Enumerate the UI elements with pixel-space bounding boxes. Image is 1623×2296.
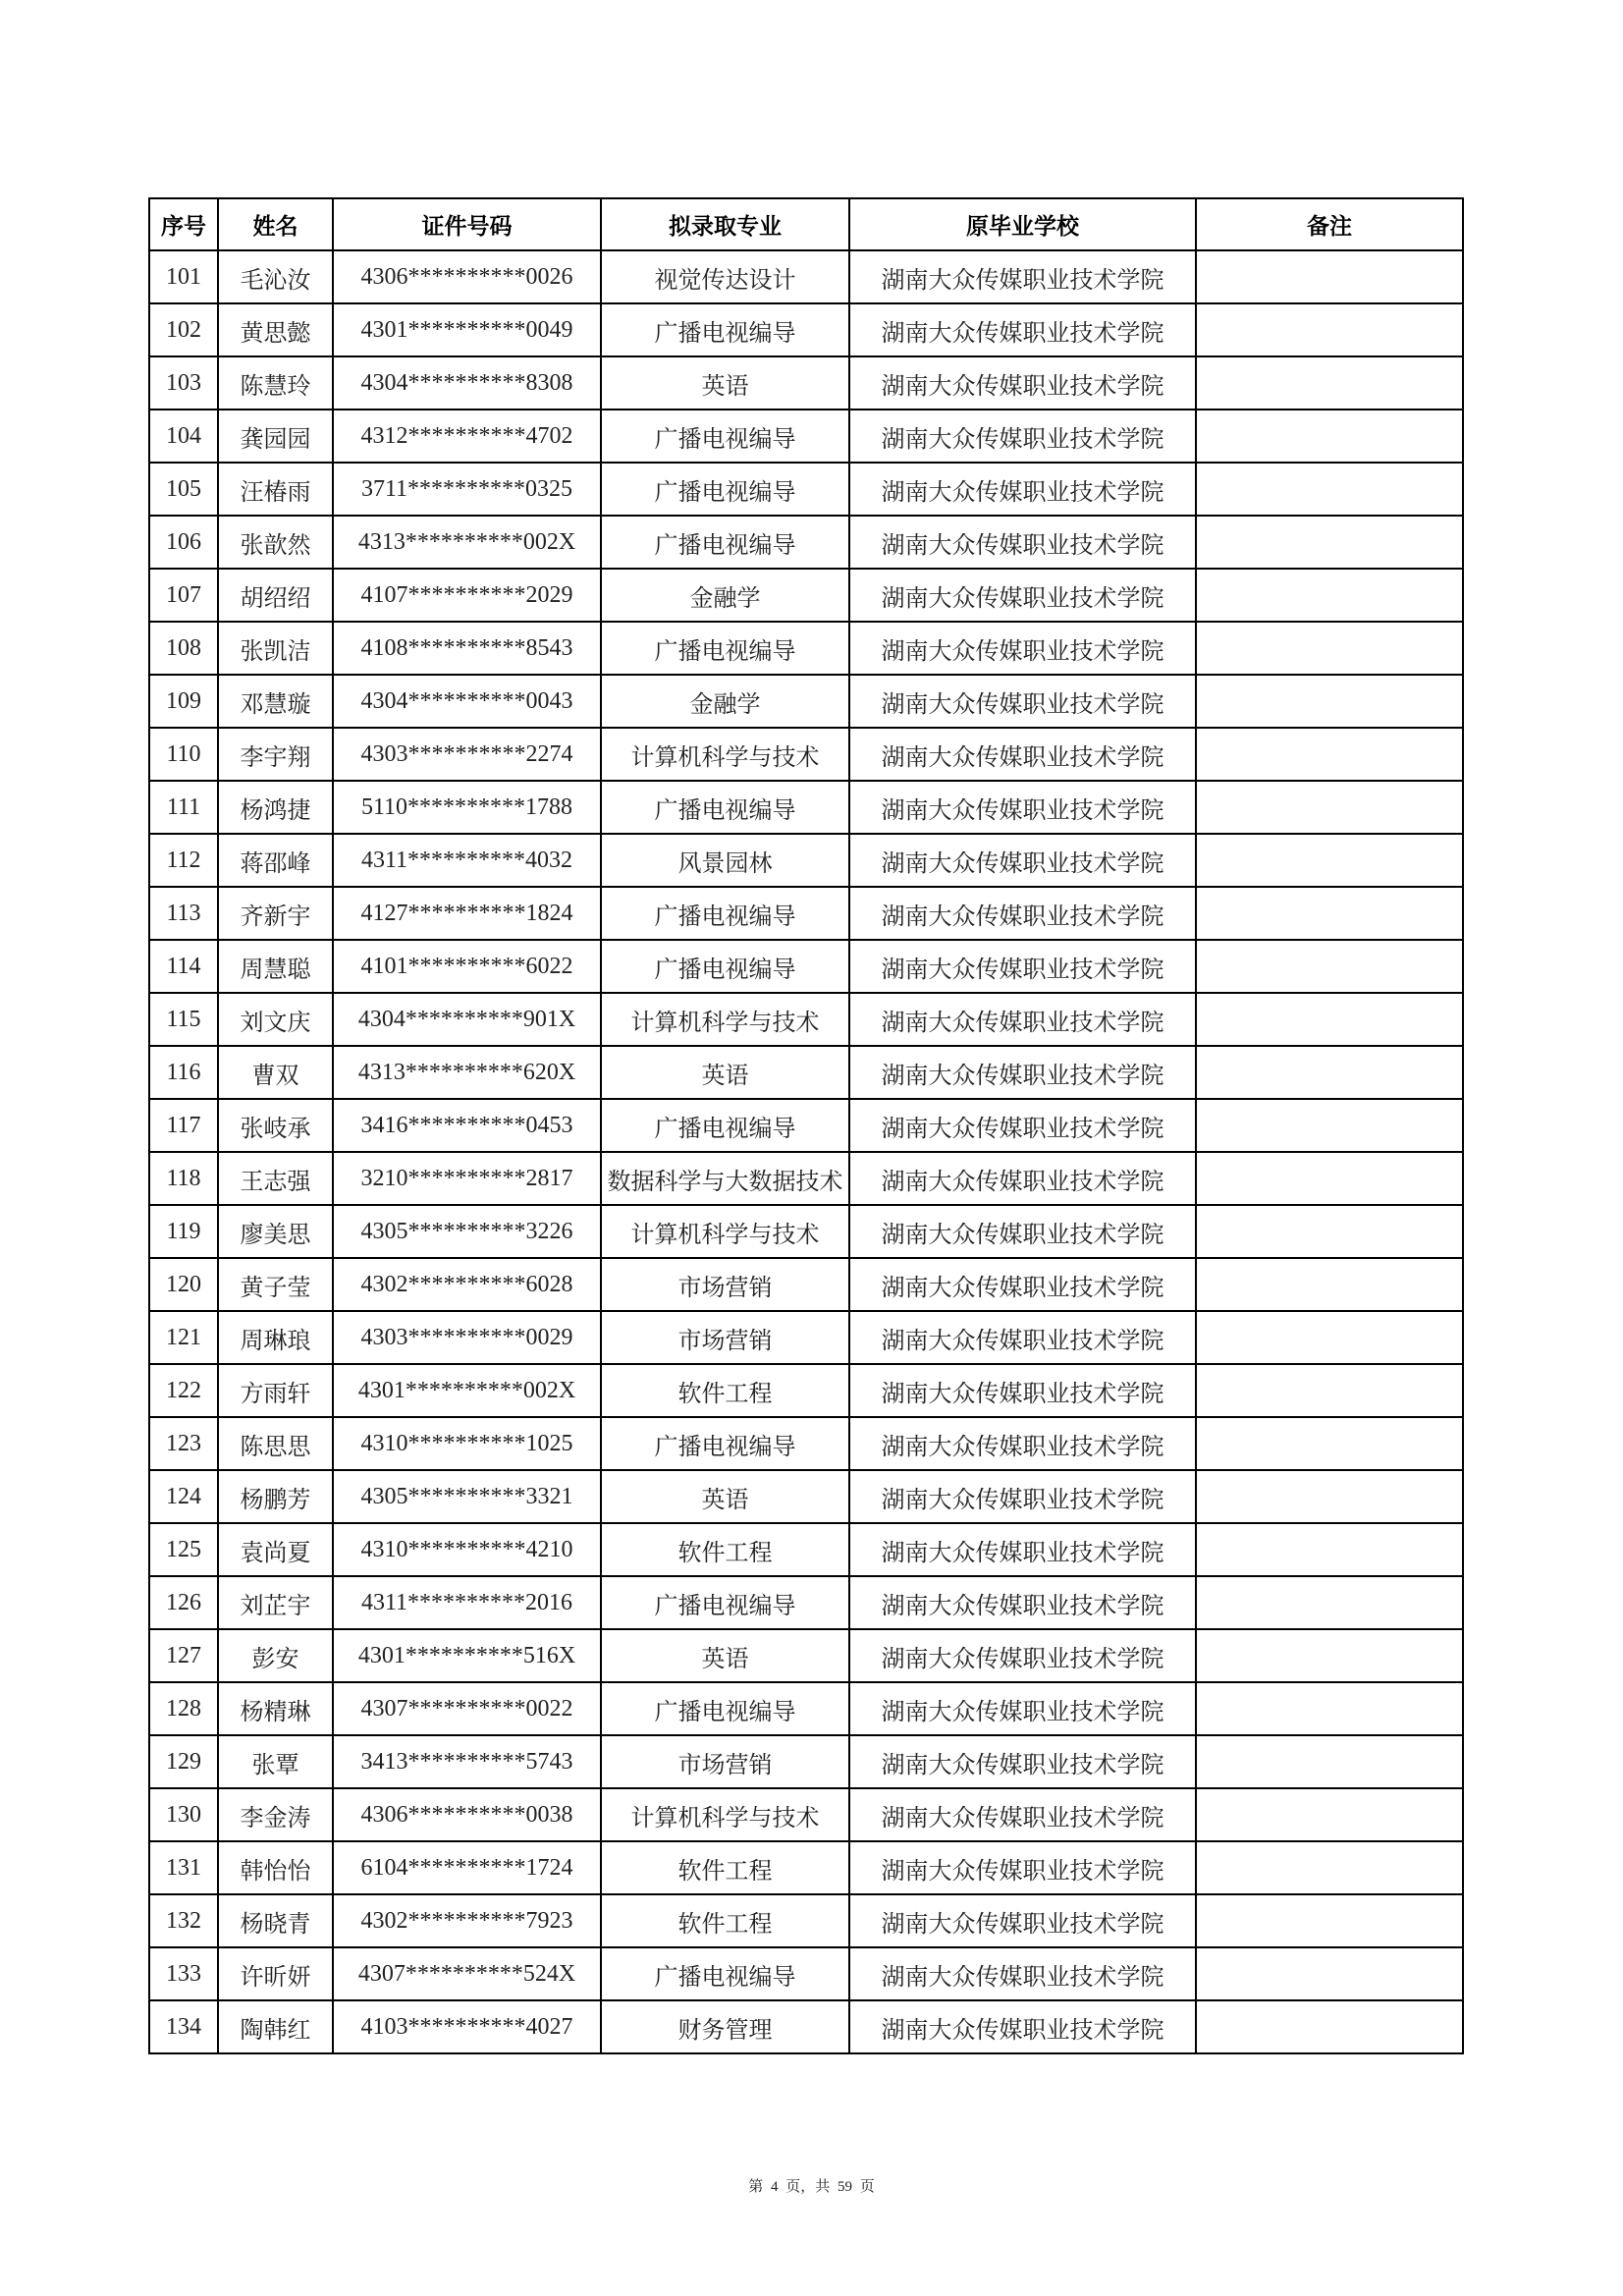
cell-major: 计算机科学与技术: [601, 1205, 849, 1258]
cell-id-number: 3413**********5743: [333, 1735, 601, 1788]
cell-major: 英语: [601, 1046, 849, 1099]
admission-table: [148, 197, 1464, 2054]
cell-note: [1196, 569, 1463, 622]
cell-note: [1196, 463, 1463, 516]
table-body: [149, 250, 1463, 2053]
cell-name: 杨鸿捷: [218, 781, 333, 834]
cell-name: 杨精琳: [218, 1682, 333, 1735]
cell-name: 袁尚夏: [218, 1523, 333, 1576]
cell-seq: 117: [149, 1099, 218, 1152]
cell-id-number: 4305**********3321: [333, 1470, 601, 1523]
cell-seq: 114: [149, 940, 218, 993]
cell-note: [1196, 887, 1463, 940]
cell-name: 龚园园: [218, 410, 333, 463]
cell-seq: 125: [149, 1523, 218, 1576]
cell-major: 软件工程: [601, 1523, 849, 1576]
cell-school: 湖南大众传媒职业技术学院: [849, 1841, 1196, 1894]
cell-school: 湖南大众传媒职业技术学院: [849, 1417, 1196, 1470]
cell-major: 计算机科学与技术: [601, 1788, 849, 1841]
cell-note: [1196, 1152, 1463, 1205]
cell-id-number: 4310**********4210: [333, 1523, 601, 1576]
cell-seq: 104: [149, 410, 218, 463]
cell-seq: 109: [149, 675, 218, 728]
cell-major: 英语: [601, 1470, 849, 1523]
cell-id-number: 4306**********0038: [333, 1788, 601, 1841]
cell-id-number: 4103**********4027: [333, 2000, 601, 2053]
cell-note: [1196, 675, 1463, 728]
cell-major: 计算机科学与技术: [601, 728, 849, 781]
cell-name: 陶韩红: [218, 2000, 333, 2053]
table-row: [149, 463, 1463, 516]
table-row: [149, 887, 1463, 940]
cell-note: [1196, 1576, 1463, 1629]
cell-name: 陈思思: [218, 1417, 333, 1470]
cell-school: 湖南大众传媒职业技术学院: [849, 728, 1196, 781]
cell-seq: 127: [149, 1629, 218, 1682]
table-row: [149, 1947, 1463, 2000]
cell-seq: 108: [149, 622, 218, 675]
cell-id-number: 4305**********3226: [333, 1205, 601, 1258]
cell-major: 广播电视编导: [601, 1682, 849, 1735]
table-row: [149, 410, 1463, 463]
cell-major: 计算机科学与技术: [601, 993, 849, 1046]
cell-school: 湖南大众传媒职业技术学院: [849, 1470, 1196, 1523]
cell-note: [1196, 1629, 1463, 1682]
table-row: [149, 1576, 1463, 1629]
cell-note: [1196, 1311, 1463, 1364]
cell-id-number: 3210**********2817: [333, 1152, 601, 1205]
cell-major: 英语: [601, 1629, 849, 1682]
cell-school: 湖南大众传媒职业技术学院: [849, 2000, 1196, 2053]
cell-seq: 129: [149, 1735, 218, 1788]
cell-major: 广播电视编导: [601, 410, 849, 463]
cell-note: [1196, 303, 1463, 356]
cell-name: 张凯洁: [218, 622, 333, 675]
cell-major: 广播电视编导: [601, 516, 849, 569]
table-row: [149, 622, 1463, 675]
cell-name: 刘芷宇: [218, 1576, 333, 1629]
cell-school: 湖南大众传媒职业技术学院: [849, 834, 1196, 887]
cell-school: 湖南大众传媒职业技术学院: [849, 622, 1196, 675]
table-row: [149, 1046, 1463, 1099]
cell-major: 广播电视编导: [601, 940, 849, 993]
cell-name: 邓慧璇: [218, 675, 333, 728]
cell-seq: 119: [149, 1205, 218, 1258]
cell-major: 英语: [601, 356, 849, 410]
header-id-number: 证件号码: [333, 198, 601, 250]
cell-note: [1196, 1788, 1463, 1841]
table-row: [149, 1894, 1463, 1947]
table-row: [149, 1311, 1463, 1364]
cell-note: [1196, 993, 1463, 1046]
cell-school: 湖南大众传媒职业技术学院: [849, 516, 1196, 569]
table-row: [149, 303, 1463, 356]
cell-name: 曹双: [218, 1046, 333, 1099]
cell-major: 风景园林: [601, 834, 849, 887]
cell-seq: 110: [149, 728, 218, 781]
cell-school: 湖南大众传媒职业技术学院: [849, 1046, 1196, 1099]
cell-id-number: 4313**********002X: [333, 516, 601, 569]
cell-major: 广播电视编导: [601, 781, 849, 834]
table-row: [149, 781, 1463, 834]
cell-note: [1196, 728, 1463, 781]
cell-name: 蒋邵峰: [218, 834, 333, 887]
cell-name: 汪椿雨: [218, 463, 333, 516]
table-row: [149, 516, 1463, 569]
cell-seq: 106: [149, 516, 218, 569]
cell-school: 湖南大众传媒职业技术学院: [849, 356, 1196, 410]
cell-note: [1196, 2000, 1463, 2053]
cell-school: 湖南大众传媒职业技术学院: [849, 1735, 1196, 1788]
cell-major: 软件工程: [601, 1364, 849, 1417]
cell-seq: 112: [149, 834, 218, 887]
cell-school: 湖南大众传媒职业技术学院: [849, 569, 1196, 622]
cell-major: 市场营销: [601, 1735, 849, 1788]
table-row: [149, 569, 1463, 622]
header-note: 备注: [1196, 198, 1463, 250]
cell-note: [1196, 1417, 1463, 1470]
table-row: [149, 834, 1463, 887]
table-row: [149, 1682, 1463, 1735]
table-row: [149, 356, 1463, 410]
cell-school: 湖南大众传媒职业技术学院: [849, 1947, 1196, 2000]
cell-id-number: 4107**********2029: [333, 569, 601, 622]
header-name: 姓名: [218, 198, 333, 250]
cell-id-number: 4302**********6028: [333, 1258, 601, 1311]
cell-school: 湖南大众传媒职业技术学院: [849, 463, 1196, 516]
cell-major: 广播电视编导: [601, 463, 849, 516]
page-number-footer: 第 4 页，共 59 页: [748, 2179, 875, 2195]
cell-name: 方雨轩: [218, 1364, 333, 1417]
cell-major: 广播电视编导: [601, 1099, 849, 1152]
cell-major: 金融学: [601, 569, 849, 622]
cell-id-number: 4101**********6022: [333, 940, 601, 993]
cell-major: 软件工程: [601, 1894, 849, 1947]
cell-note: [1196, 940, 1463, 993]
table-row: [149, 1364, 1463, 1417]
cell-note: [1196, 1894, 1463, 1947]
cell-school: 湖南大众传媒职业技术学院: [849, 303, 1196, 356]
header-school: 原毕业学校: [849, 198, 1196, 250]
cell-seq: 122: [149, 1364, 218, 1417]
cell-school: 湖南大众传媒职业技术学院: [849, 410, 1196, 463]
cell-name: 廖美思: [218, 1205, 333, 1258]
cell-school: 湖南大众传媒职业技术学院: [849, 1258, 1196, 1311]
cell-major: 数据科学与大数据技术: [601, 1152, 849, 1205]
cell-note: [1196, 1470, 1463, 1523]
cell-major: 广播电视编导: [601, 622, 849, 675]
cell-school: 湖南大众传媒职业技术学院: [849, 993, 1196, 1046]
cell-school: 湖南大众传媒职业技术学院: [849, 1364, 1196, 1417]
cell-note: [1196, 1682, 1463, 1735]
cell-seq: 130: [149, 1788, 218, 1841]
cell-school: 湖南大众传媒职业技术学院: [849, 1629, 1196, 1682]
cell-seq: 113: [149, 887, 218, 940]
cell-school: 湖南大众传媒职业技术学院: [849, 1205, 1196, 1258]
cell-id-number: 5110**********1788: [333, 781, 601, 834]
header-major: 拟录取专业: [601, 198, 849, 250]
table-row: [149, 1417, 1463, 1470]
cell-id-number: 4311**********4032: [333, 834, 601, 887]
cell-name: 李宇翔: [218, 728, 333, 781]
table-row: [149, 1629, 1463, 1682]
cell-id-number: 4306**********0026: [333, 250, 601, 303]
cell-note: [1196, 250, 1463, 303]
cell-seq: 126: [149, 1576, 218, 1629]
table-row: [149, 2000, 1463, 2053]
cell-school: 湖南大众传媒职业技术学院: [849, 1788, 1196, 1841]
cell-name: 黄思懿: [218, 303, 333, 356]
cell-seq: 120: [149, 1258, 218, 1311]
cell-name: 齐新宇: [218, 887, 333, 940]
cell-seq: 132: [149, 1894, 218, 1947]
cell-name: 韩怡怡: [218, 1841, 333, 1894]
cell-school: 湖南大众传媒职业技术学院: [849, 1682, 1196, 1735]
cell-school: 湖南大众传媒职业技术学院: [849, 675, 1196, 728]
cell-name: 李金涛: [218, 1788, 333, 1841]
cell-school: 湖南大众传媒职业技术学院: [849, 250, 1196, 303]
cell-major: 广播电视编导: [601, 1947, 849, 2000]
cell-note: [1196, 1205, 1463, 1258]
cell-id-number: 4313**********620X: [333, 1046, 601, 1099]
cell-id-number: 4108**********8543: [333, 622, 601, 675]
cell-id-number: 4307**********524X: [333, 1947, 601, 2000]
cell-note: [1196, 1099, 1463, 1152]
cell-note: [1196, 1841, 1463, 1894]
cell-note: [1196, 410, 1463, 463]
cell-seq: 116: [149, 1046, 218, 1099]
cell-major: 市场营销: [601, 1311, 849, 1364]
cell-note: [1196, 781, 1463, 834]
cell-name: 彭安: [218, 1629, 333, 1682]
cell-name: 毛沁汝: [218, 250, 333, 303]
cell-id-number: 4304**********8308: [333, 356, 601, 410]
cell-seq: 111: [149, 781, 218, 834]
table-row: [149, 1099, 1463, 1152]
cell-id-number: 4311**********2016: [333, 1576, 601, 1629]
cell-major: 广播电视编导: [601, 303, 849, 356]
cell-name: 周慧聪: [218, 940, 333, 993]
table-row: [149, 250, 1463, 303]
cell-id-number: 4304**********901X: [333, 993, 601, 1046]
cell-name: 张覃: [218, 1735, 333, 1788]
cell-school: 湖南大众传媒职业技术学院: [849, 887, 1196, 940]
table-row: [149, 1788, 1463, 1841]
cell-id-number: 4127**********1824: [333, 887, 601, 940]
cell-seq: 101: [149, 250, 218, 303]
table-row: [149, 1152, 1463, 1205]
cell-name: 杨鹏芳: [218, 1470, 333, 1523]
cell-note: [1196, 622, 1463, 675]
cell-seq: 115: [149, 993, 218, 1046]
cell-note: [1196, 1258, 1463, 1311]
cell-seq: 118: [149, 1152, 218, 1205]
cell-school: 湖南大众传媒职业技术学院: [849, 940, 1196, 993]
cell-id-number: 3416**********0453: [333, 1099, 601, 1152]
cell-id-number: 4301**********516X: [333, 1629, 601, 1682]
cell-seq: 123: [149, 1417, 218, 1470]
cell-name: 胡绍绍: [218, 569, 333, 622]
cell-seq: 128: [149, 1682, 218, 1735]
cell-school: 湖南大众传媒职业技术学院: [849, 1152, 1196, 1205]
table-row: [149, 728, 1463, 781]
cell-note: [1196, 1947, 1463, 2000]
cell-seq: 105: [149, 463, 218, 516]
table-row: [149, 1205, 1463, 1258]
cell-school: 湖南大众传媒职业技术学院: [849, 781, 1196, 834]
header-seq: 序号: [149, 198, 218, 250]
cell-seq: 131: [149, 1841, 218, 1894]
cell-name: 王志强: [218, 1152, 333, 1205]
cell-id-number: 3711**********0325: [333, 463, 601, 516]
cell-id-number: 4304**********0043: [333, 675, 601, 728]
table-row: [149, 940, 1463, 993]
cell-id-number: 4303**********0029: [333, 1311, 601, 1364]
table-row: [149, 993, 1463, 1046]
cell-major: 财务管理: [601, 2000, 849, 2053]
cell-id-number: 4312**********4702: [333, 410, 601, 463]
cell-note: [1196, 516, 1463, 569]
cell-school: 湖南大众传媒职业技术学院: [849, 1311, 1196, 1364]
cell-id-number: 4310**********1025: [333, 1417, 601, 1470]
table-row: [149, 1470, 1463, 1523]
cell-name: 黄子莹: [218, 1258, 333, 1311]
table-row: [149, 1258, 1463, 1311]
cell-seq: 103: [149, 356, 218, 410]
cell-major: 视觉传达设计: [601, 250, 849, 303]
cell-seq: 124: [149, 1470, 218, 1523]
cell-seq: 107: [149, 569, 218, 622]
cell-seq: 134: [149, 2000, 218, 2053]
cell-id-number: 4302**********7923: [333, 1894, 601, 1947]
cell-seq: 133: [149, 1947, 218, 2000]
table-row: [149, 1841, 1463, 1894]
cell-seq: 121: [149, 1311, 218, 1364]
cell-id-number: 4301**********002X: [333, 1364, 601, 1417]
cell-major: 广播电视编导: [601, 887, 849, 940]
cell-name: 许昕妍: [218, 1947, 333, 2000]
cell-name: 杨晓青: [218, 1894, 333, 1947]
cell-school: 湖南大众传媒职业技术学院: [849, 1576, 1196, 1629]
cell-major: 市场营销: [601, 1258, 849, 1311]
cell-note: [1196, 1364, 1463, 1417]
table-row: [149, 675, 1463, 728]
cell-major: 广播电视编导: [601, 1417, 849, 1470]
cell-name: 张歆然: [218, 516, 333, 569]
cell-note: [1196, 1523, 1463, 1576]
cell-name: 周琳琅: [218, 1311, 333, 1364]
cell-id-number: 4303**********2274: [333, 728, 601, 781]
table-row: [149, 1523, 1463, 1576]
cell-major: 金融学: [601, 675, 849, 728]
table-header-row: [149, 198, 1463, 250]
cell-school: 湖南大众传媒职业技术学院: [849, 1099, 1196, 1152]
table-row: [149, 1735, 1463, 1788]
cell-note: [1196, 356, 1463, 410]
cell-note: [1196, 834, 1463, 887]
cell-major: 软件工程: [601, 1841, 849, 1894]
cell-seq: 102: [149, 303, 218, 356]
cell-id-number: 6104**********1724: [333, 1841, 601, 1894]
cell-note: [1196, 1735, 1463, 1788]
cell-name: 陈慧玲: [218, 356, 333, 410]
cell-name: 刘文庆: [218, 993, 333, 1046]
cell-id-number: 4307**********0022: [333, 1682, 601, 1735]
cell-school: 湖南大众传媒职业技术学院: [849, 1523, 1196, 1576]
cell-id-number: 4301**********0049: [333, 303, 601, 356]
cell-major: 广播电视编导: [601, 1576, 849, 1629]
cell-school: 湖南大众传媒职业技术学院: [849, 1894, 1196, 1947]
cell-name: 张岐承: [218, 1099, 333, 1152]
cell-note: [1196, 1046, 1463, 1099]
